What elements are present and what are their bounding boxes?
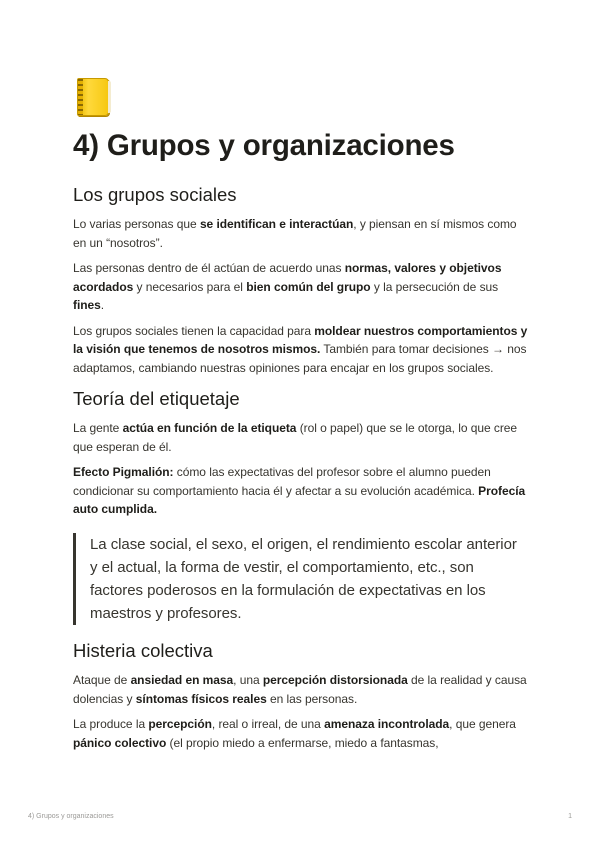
section-heading: Los grupos sociales	[73, 184, 237, 206]
paragraph: Efecto Pigmalión: cómo las expectativas del profesor sobre el alumno pueden condicionar su comportamiento hacia él y afectar a su evolución académica. Profecía auto cumplida.	[73, 465, 526, 517]
page-number: 1	[568, 813, 572, 820]
page-footer	[28, 813, 572, 820]
quote-text: La clase social, el sexo, el origen, el rendimiento escolar anterior y el actual, la forma de vestir, el comportamiento, etc., son factores poderosos en la formulación de expectativas en los maestros y profesores.	[90, 535, 517, 622]
page-content	[73, 76, 528, 762]
page-title: 4) Grupos y organizaciones	[73, 129, 455, 162]
paragraph: La gente actúa en función de la etiqueta (rol o papel) que se le otorga, lo que cree que esperan de él.	[73, 421, 518, 454]
notebook-icon	[73, 76, 113, 116]
section-heading: Histeria colectiva	[73, 639, 213, 661]
section-heading: Teoría del etiquetaje	[73, 388, 240, 410]
section-histeria-colectiva	[73, 639, 528, 752]
paragraph: Las personas dentro de él actúan de acuerdo unas normas, valores y objetivos acordados y necesarios para el bien común del grupo y la persecución de sus fines.	[73, 261, 502, 313]
paragraph: Lo varias personas que se identifican e interactúan, y piensan en sí mismos como en un “nosotros”.	[73, 217, 517, 250]
section-teoria-etiquetaje	[73, 387, 528, 625]
section-grupos-sociales	[73, 183, 528, 377]
paragraph: La produce la percepción, real o irreal, de una amenaza incontrolada, que genera pánico colectivo (el propio miedo a enfermarse, miedo a fantasmas,	[73, 717, 516, 750]
paragraph: Ataque de ansiedad en masa, una percepción distorsionada de la realidad y causa dolencias y síntomas físicos reales en las personas.	[73, 673, 527, 706]
quote-block	[73, 533, 528, 625]
footer-title: 4) Grupos y organizaciones	[28, 813, 114, 820]
paragraph: Los grupos sociales tienen la capacidad para moldear nuestros comportamientos y la visión que tenemos de nosotros mismos. También para tomar decisiones → nos adaptamos, cambiando nuestras opiniones para encajar en los grupos sociales.	[73, 323, 528, 375]
